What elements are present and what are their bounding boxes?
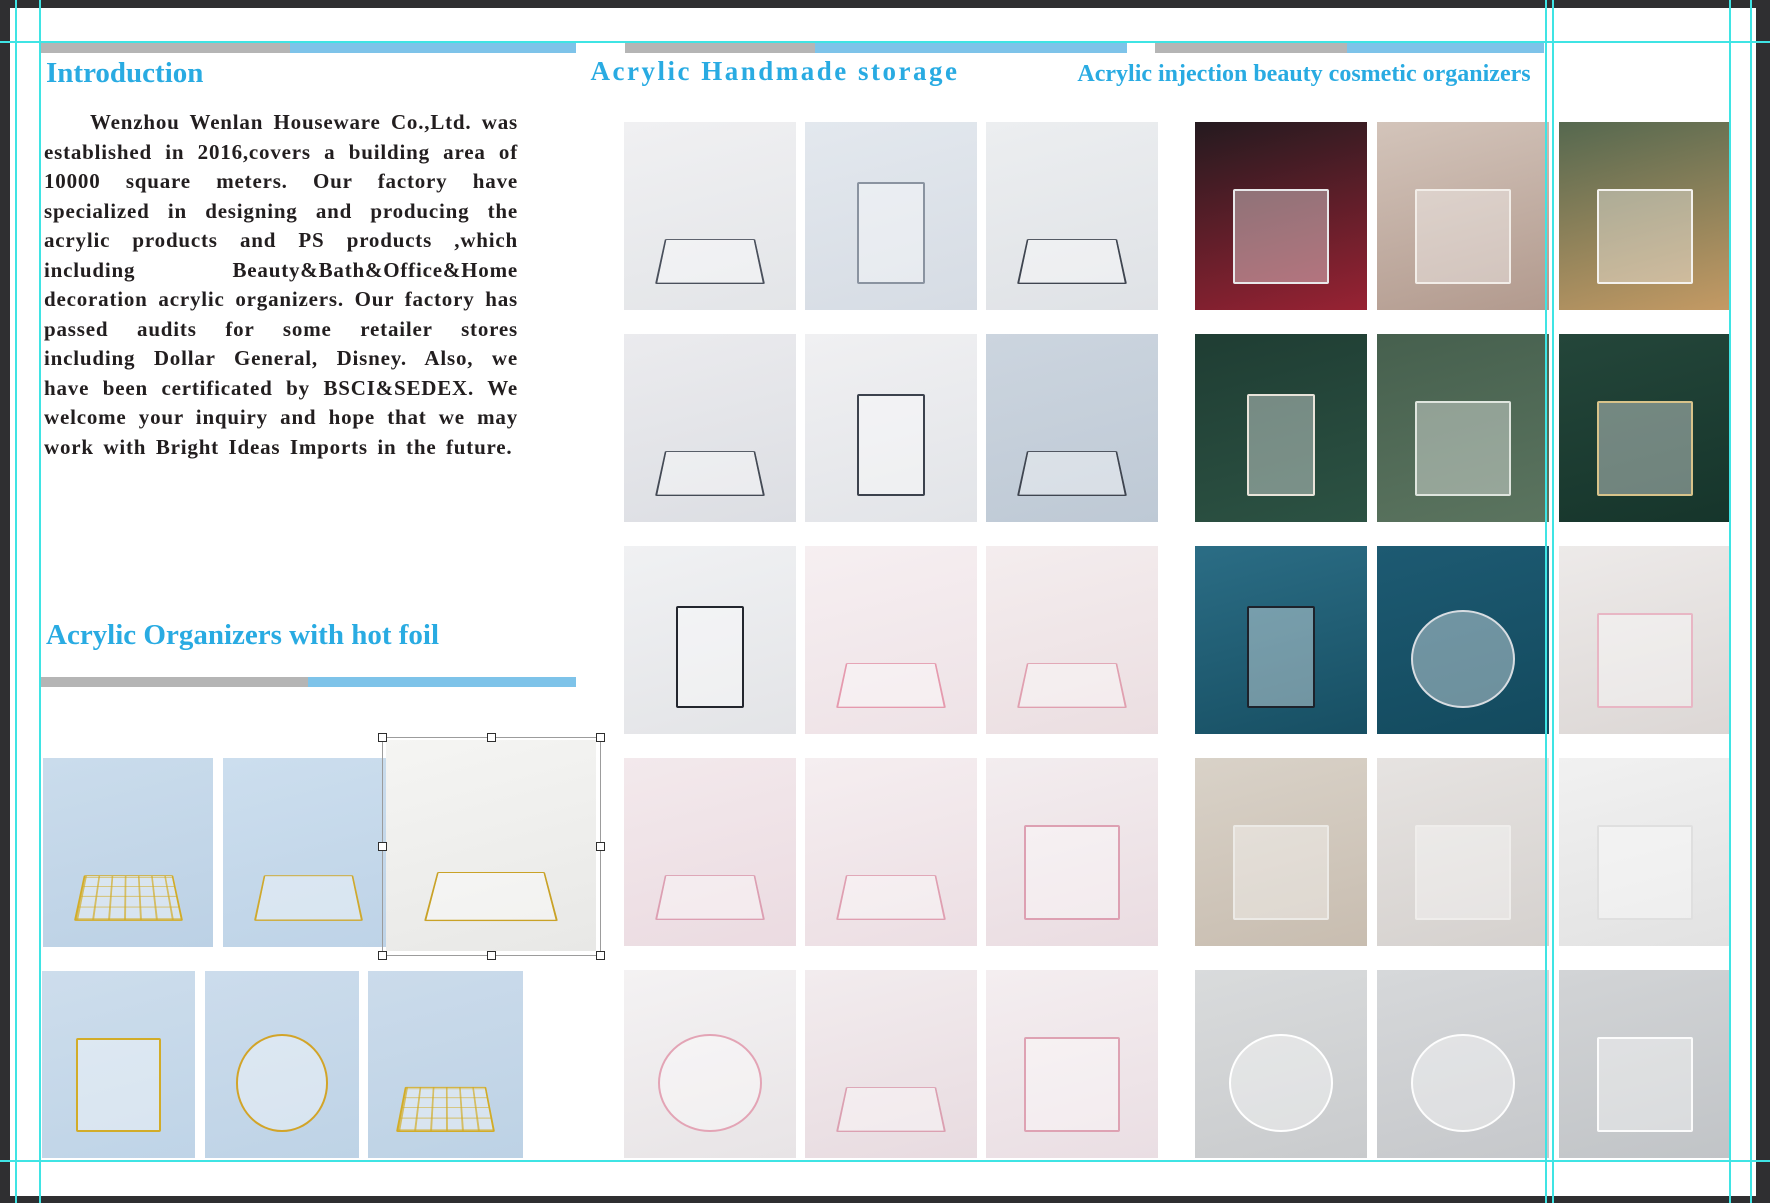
injection-organizers-heading[interactable]: Acrylic injection beauty cosmetic organizers [1077,61,1531,87]
acrylic-organizer-shape [857,394,926,496]
acrylic-organizer-shape [1597,401,1693,495]
acrylic-organizer-shape [1411,1034,1514,1132]
resize-handle-se[interactable] [596,951,605,960]
product-photo-gold-rim-boat-organizer[interactable] [223,758,393,947]
acrylic-organizer-shape [1597,1037,1693,1131]
vertical-guide-3[interactable] [1545,0,1547,1203]
product-photo-cotton-swab-lid-box[interactable] [1559,122,1731,310]
product-photo-smoky-lipstick-tray[interactable] [624,334,796,522]
product-photo-pink-dandelion-box[interactable] [986,758,1158,946]
acrylic-organizer-shape [1415,825,1511,919]
middle-header-bar-blue [815,43,1127,53]
product-photo-pearl-brush-holder[interactable] [1377,122,1549,310]
middle-product-grid [624,122,1158,1158]
product-photo-brush-jar-organizer[interactable] [1195,758,1367,946]
product-photo-pink-flower-organizer[interactable] [805,758,977,946]
acrylic-organizer-shape [1597,189,1693,283]
acrylic-organizer-shape [655,239,765,284]
horizontal-guide-top[interactable] [0,41,1770,43]
vertical-guide-6[interactable] [1750,0,1752,1203]
acrylic-organizer-shape [1411,610,1514,708]
acrylic-organizer-shape [655,451,765,496]
acrylic-organizer-shape [1247,606,1316,708]
hotfoil-section-bar-gray [40,677,308,687]
product-photo-clear-stand-green[interactable] [1377,334,1549,522]
acrylic-organizer-shape [1597,613,1693,707]
acrylic-organizer-shape [1233,825,1329,919]
acrylic-organizer-shape [76,1038,162,1132]
acrylic-organizer-shape [836,1087,946,1132]
product-photo-pink-brush-bin[interactable] [986,970,1158,1158]
acrylic-organizer-shape [1017,663,1127,708]
acrylic-organizer-shape [1017,451,1127,496]
acrylic-organizer-shape [658,1034,761,1132]
acrylic-organizer-shape [1024,1037,1120,1131]
acrylic-organizer-shape [254,875,363,920]
resize-handle-w[interactable] [378,842,387,851]
product-photo-smoky-flower-tray[interactable] [986,122,1158,310]
product-photo-square-compartment-organizer[interactable] [1559,970,1731,1158]
product-photo-gold-perforated-brush-holder[interactable] [42,971,195,1158]
resize-handle-s[interactable] [487,951,496,960]
product-photo-gold-flower-top-organizer[interactable] [205,971,359,1158]
acrylic-organizer-shape [1415,401,1511,495]
introduction-paragraph[interactable]: Wenzhou Wenlan Houseware Co.,Ltd. was established in 2016,covers a building area of 10000 square meters. Our factory have specialized in designing and producing the acrylic products and PS products ,which including Beauty&Bath&Office&Home decoration acrylic organizers. Our factory has passed audits for some retailer stores including Dollar General, Disney. Also, we have been certificated by BSCI&SEDEX. We welcome your inquiry and hope that we may work with Bright Ideas Imports in the future. [44,110,518,459]
product-photo-black-brush-holder-teal[interactable] [1195,546,1367,734]
vertical-guide-1[interactable] [15,0,17,1203]
left-header-bar-gray [40,43,290,53]
resize-handle-ne[interactable] [596,733,605,742]
product-photo-gold-bottle-case-green[interactable] [1559,334,1731,522]
acrylic-organizer-shape [857,182,926,284]
acrylic-organizer-shape [1024,825,1120,919]
acrylic-organizer-shape [655,875,765,920]
product-photo-gold-grid-organizer[interactable] [43,758,213,947]
right-product-grid [1195,122,1731,1158]
product-photo-smoky-brush-organizer[interactable] [805,334,977,522]
product-photo-smoky-cosmetic-tray[interactable] [624,122,796,310]
product-photo-pink-lipstick-tray[interactable] [986,546,1158,734]
product-photo-round-container-base[interactable] [1377,970,1549,1158]
product-photo-hex-brush-holder[interactable] [624,546,796,734]
introduction-heading[interactable]: Introduction [46,57,204,89]
product-photo-tiered-lipstick-drawer-organizer[interactable] [1377,758,1549,946]
acrylic-organizer-shape [1415,189,1511,283]
product-photo-round-divided-bowl[interactable] [1195,970,1367,1158]
acrylic-organizer-shape [676,606,745,708]
resize-handle-sw[interactable] [378,951,387,960]
vertical-guide-2[interactable] [39,0,41,1203]
selection-bounding-box [382,737,601,956]
product-photo-pink-rotating-organizer[interactable] [624,970,796,1158]
acrylic-organizer-shape [1597,825,1693,919]
right-header-bar-gray [1155,43,1347,53]
vertical-guide-4[interactable] [1552,0,1554,1203]
acrylic-organizer-shape [396,1087,495,1132]
acrylic-organizer-shape [1229,1034,1332,1132]
hotfoil-section-bar-blue [308,677,576,687]
handmade-storage-heading[interactable]: Acrylic Handmade storage [590,56,960,86]
acrylic-organizer-shape [236,1034,328,1132]
product-photo-rotating-jewelry-tower-teal[interactable] [1377,546,1549,734]
left-header-bar-blue [290,43,576,53]
acrylic-organizer-shape [1233,189,1329,283]
product-photo-lipstick-puff-organizer[interactable] [1559,546,1731,734]
acrylic-organizer-shape [74,875,183,920]
product-photo-cotton-swab-drawer-box[interactable] [1559,758,1731,946]
hot-foil-section-heading[interactable]: Acrylic Organizers with hot foil [46,619,440,651]
product-photo-pink-heart-tray[interactable] [624,758,796,946]
product-photo-gold-divider-tray[interactable] [368,971,523,1158]
acrylic-organizer-shape [836,663,946,708]
acrylic-organizer-shape [836,875,946,920]
product-photo-mini-smoky-tray[interactable] [986,334,1158,522]
acrylic-organizer-shape [1017,239,1127,284]
product-photo-pink-flamingo-organizer[interactable] [805,546,977,734]
product-photo-pearl-cylinder-green[interactable] [1195,334,1367,522]
resize-handle-n[interactable] [487,733,496,742]
right-header-bar-blue [1347,43,1544,53]
horizontal-guide-bottom[interactable] [0,1160,1770,1162]
acrylic-organizer-shape [1247,394,1316,496]
middle-header-bar-gray [625,43,815,53]
resize-handle-e[interactable] [596,842,605,851]
resize-handle-nw[interactable] [378,733,387,742]
vertical-guide-5[interactable] [1729,0,1731,1203]
product-photo-pink-gold-tray[interactable] [805,970,977,1158]
product-photo-clear-brush-cup[interactable] [805,122,977,310]
product-photo-lipstick-organizer-red[interactable] [1195,122,1367,310]
